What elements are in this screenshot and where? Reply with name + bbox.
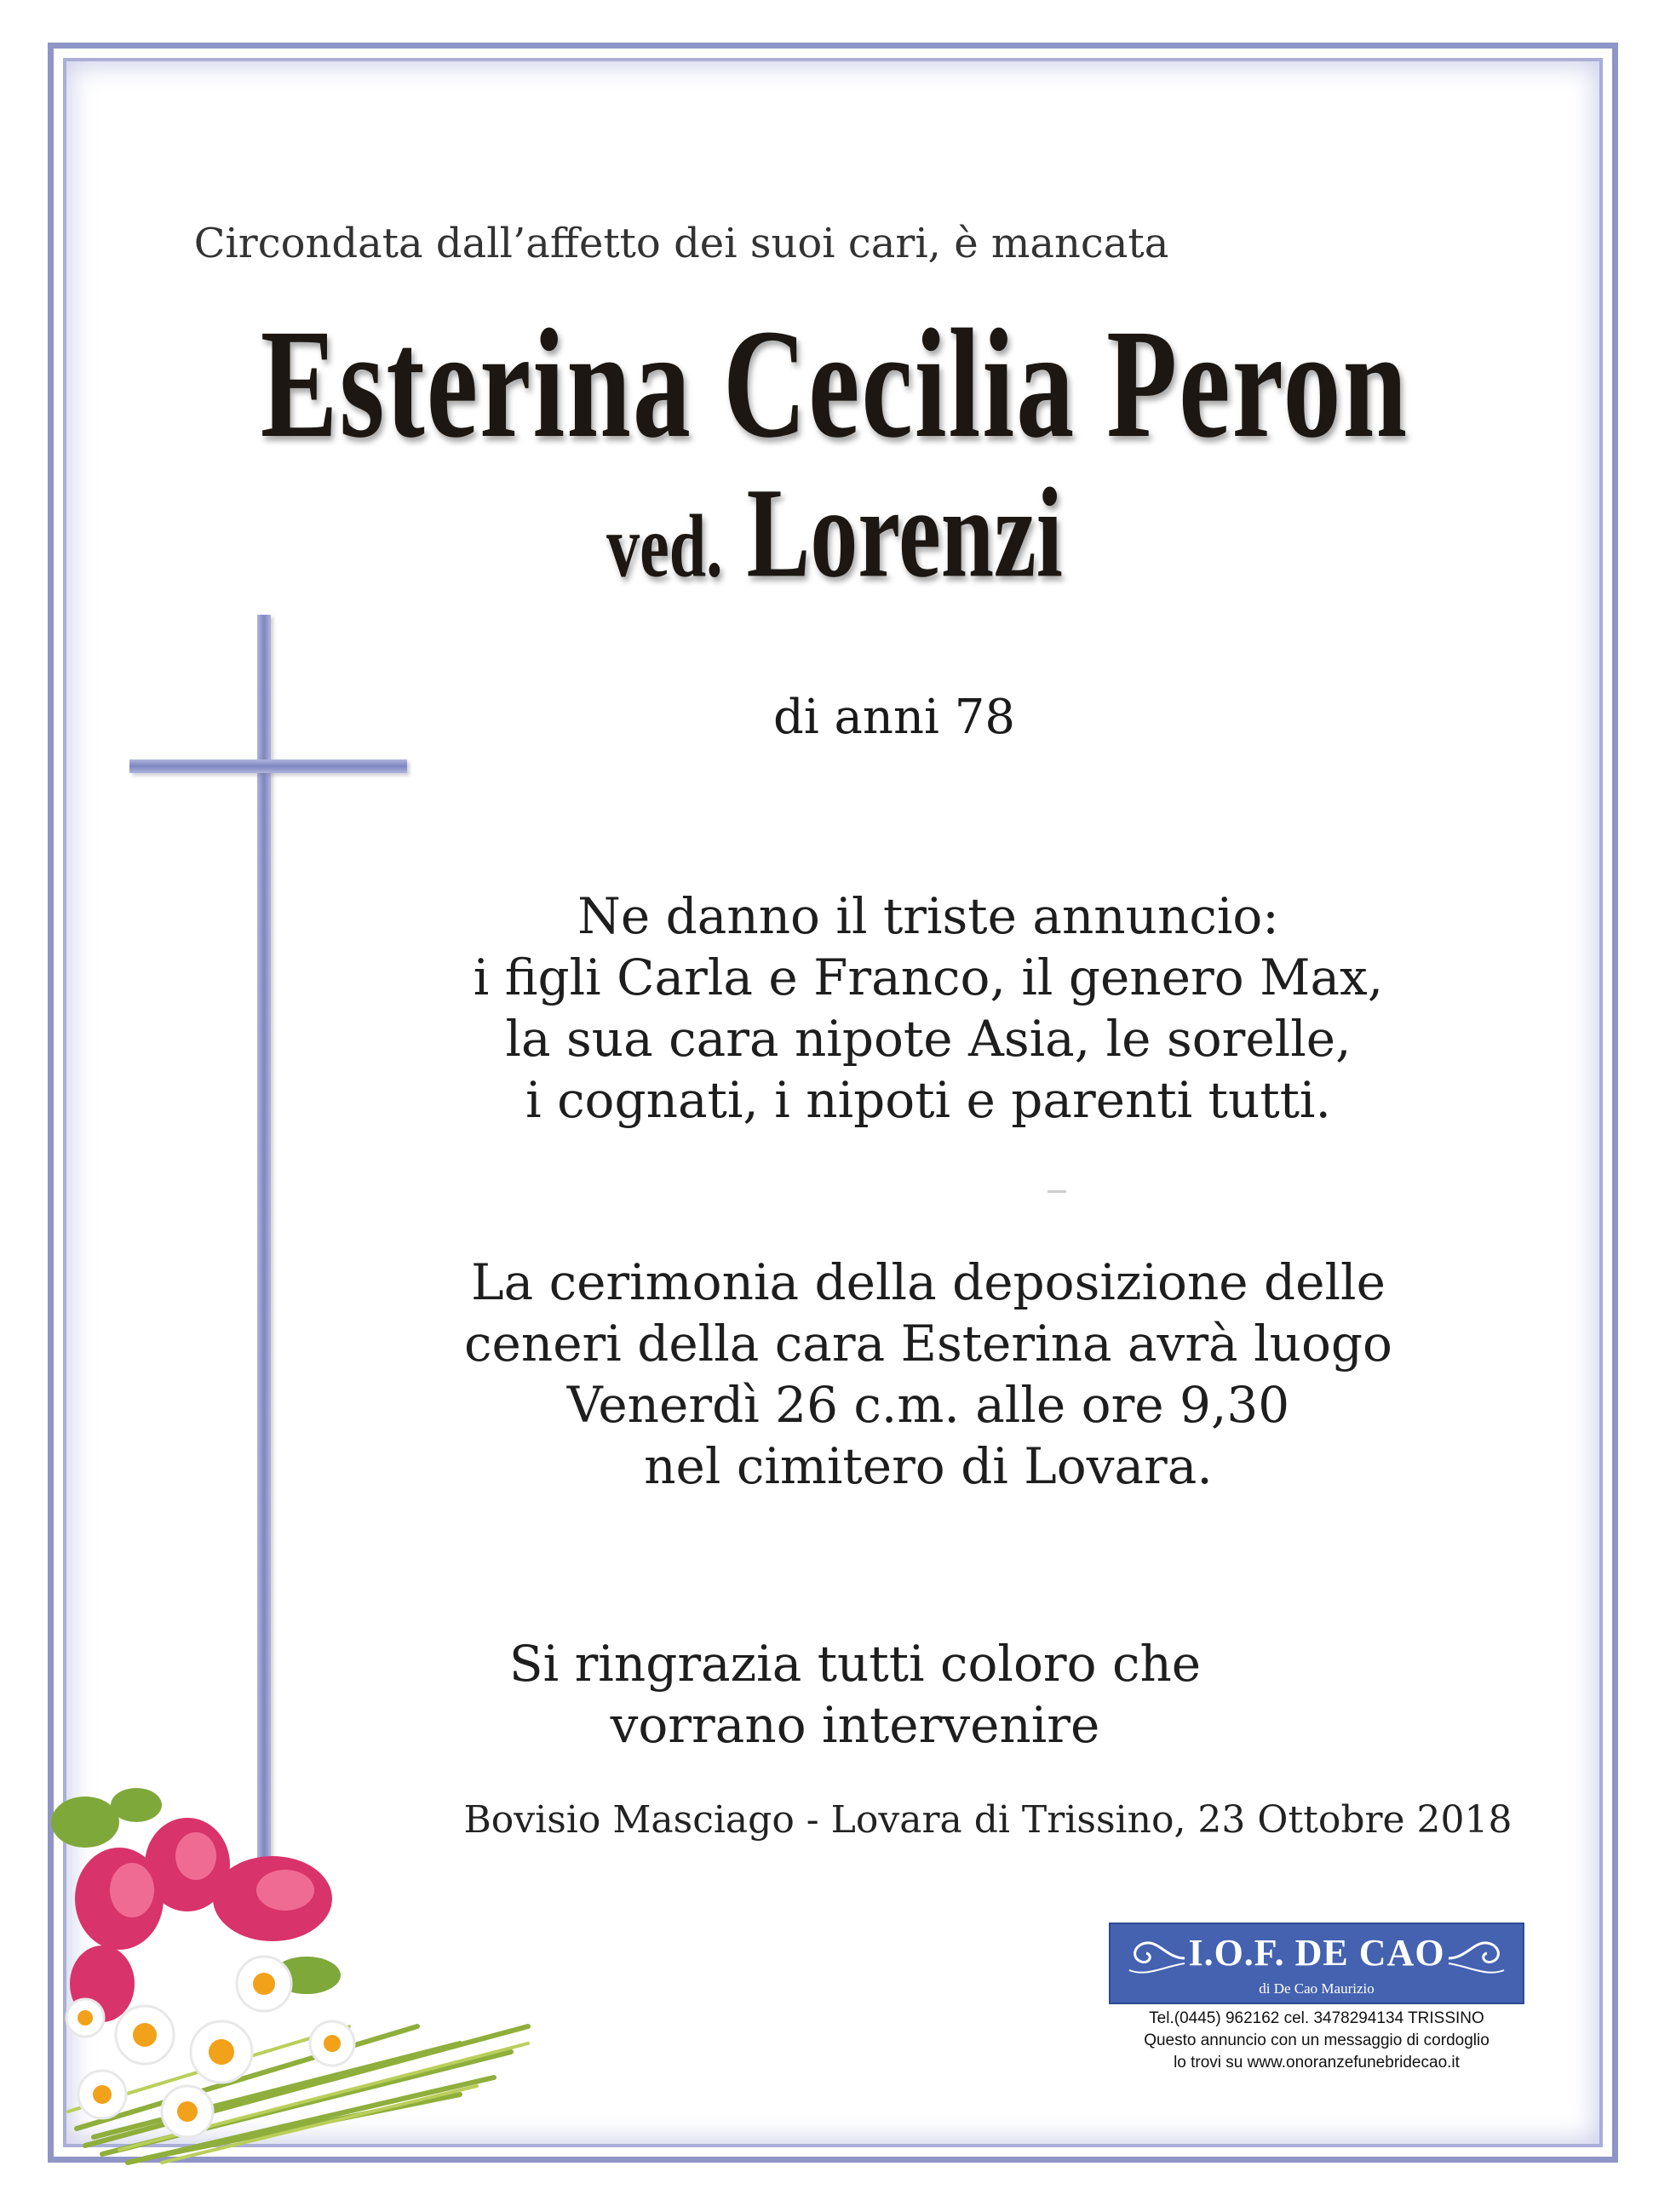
ceremony-block: [0, 1252, 1676, 1497]
announcement-block: [0, 885, 1676, 1131]
funeral-home-contact: [1078, 2008, 1555, 2074]
deceased-name: Esterina Cecilia Peron: [260, 298, 1409, 471]
cross-horizontal-bar: [129, 759, 407, 773]
funeral-home-name: I.O.F. DE CAO: [1188, 1932, 1445, 1974]
widow-prefix: ved.: [606, 495, 723, 596]
ceremony-line: ceneri della cara Esterina avrà luogo: [464, 1315, 1392, 1372]
announcement-line: Ne danno il triste annuncio:: [577, 887, 1279, 945]
place-and-date: Bovisio Masciago - Lovara di Trissino, 23 Ottobre 2018: [463, 1798, 1512, 1842]
thanks-line: vorrano intervenire: [610, 1696, 1100, 1754]
intro-text: Circondata dall’affetto dei suoi cari, è mancata: [193, 220, 1169, 267]
divider: [1048, 1190, 1066, 1193]
married-surname: Lorenzi: [746, 461, 1063, 605]
thanks-line: Si ringrazia tutti coloro che: [508, 1635, 1202, 1693]
funeral-home-logo: [1109, 1923, 1524, 2004]
announcement-line: la sua cara nipote Asia, le sorelle,: [505, 1010, 1352, 1068]
thanks-block: [0, 1633, 1676, 1756]
contact-phone-line: Tel.(0445) 962162 cel. 3478294134 TRISSINO: [1149, 2009, 1484, 2027]
deceased-married-name: [0, 460, 1669, 608]
age-text: di anni 78: [772, 690, 1016, 745]
contact-website-line: lo trovi su www.onoranzefunebridecao.it: [1174, 2054, 1460, 2072]
ceremony-line: Venerdì 26 c.m. alle ore 9,30: [566, 1376, 1290, 1434]
contact-note-line: Questo annuncio con un messaggio di cordoglio: [1144, 2031, 1489, 2049]
announcement-line: i figli Carla e Franco, il genero Max,: [473, 948, 1384, 1006]
flower-bouquet-icon: [51, 1771, 545, 2171]
funeral-home-owner: di De Cao Maurizio: [1259, 1980, 1375, 1997]
announcement-line: i cognati, i nipoti e parenti tutti.: [525, 1071, 1331, 1129]
ceremony-line: nel cimitero di Lovara.: [644, 1437, 1213, 1495]
ceremony-line: La cerimonia della deposizione delle: [471, 1253, 1386, 1311]
